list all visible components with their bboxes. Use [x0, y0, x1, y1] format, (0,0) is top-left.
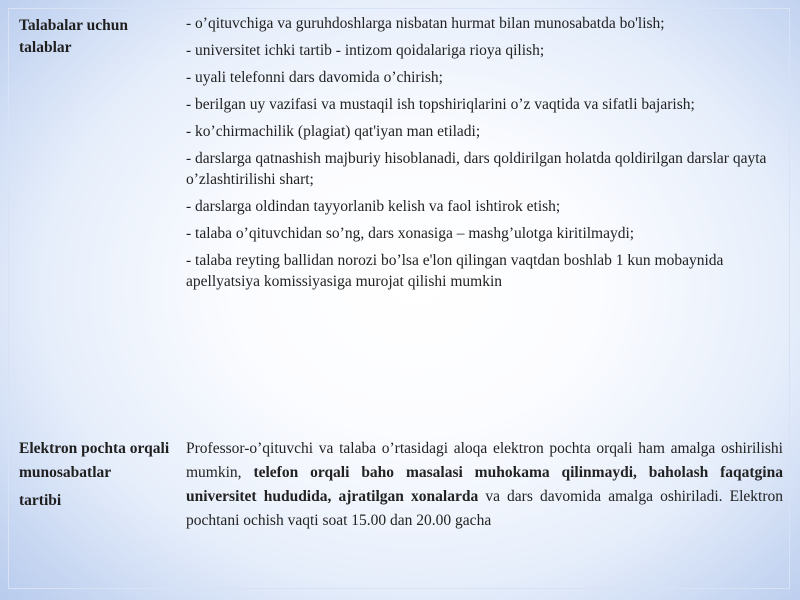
list-item: - talaba o’qituvchidan so’ng, dars xonasiga – mashg’ulotga kiritilmaydi;: [186, 225, 635, 242]
list-item: - darslarga oldindan tayyorlanib kelish va faol ishtirok etish;: [186, 198, 561, 215]
paragraph-text-bold: telefon orqali baho masalasi muhokama qilinmaydi, baholash faqatgina universitet hududida, ajratilgan xonalarda: [186, 464, 783, 505]
list-item: - uyali telefonni dars davomida o’chirish;: [186, 69, 443, 86]
email-label-tail: tartibi: [19, 492, 62, 509]
list-item: - darslarga qatnashish majburiy hisoblanadi, dars qoldirilgan holatda qoldirilgan darslar qayta o’zlashtirilishi shart;: [186, 150, 767, 188]
requirements-list: [186, 13, 786, 298]
section-label-requirements: Talabalar uchun talablar: [19, 17, 128, 56]
paragraph-text-start: Professor-o’qituvchi va talaba o’rtasidagi aloqa elektron pochta orqali ham amalga oshirilishi mumkin,: [186, 440, 783, 481]
section-label-email: [19, 437, 184, 513]
list-item: - universitet ichki tartib - intizom qoidalariga rioya qilish;: [186, 42, 545, 59]
list-item: - o’qituvchiga va guruhdoshlarga nisbatan hurmat bilan munosabatda bo'lish;: [186, 15, 665, 32]
list-item: - talaba reyting ballidan norozi bo’lsa e'lon qilingan vaqtdan boshlab 1 kun mobaynida apellyatsiya komissiyasiga murojat qilishi mumkin: [186, 252, 724, 290]
list-item: - berilgan uy vazifasi va mustaqil ish topshiriqlarini o’z vaqtida va sifatli bajarish;: [186, 96, 695, 113]
email-policy-paragraph: [186, 437, 783, 533]
list-item: - ko’chirmachilik (plagiat) qat'iyan man etiladi;: [186, 123, 481, 140]
email-label-main: Elektron pochta orqali munosabatlar: [19, 440, 170, 481]
paragraph-text-end: va dars davomida amalga oshiriladi. Elektron pochtani ochish vaqti soat 15.00 dan 20.00 gacha: [186, 488, 783, 529]
